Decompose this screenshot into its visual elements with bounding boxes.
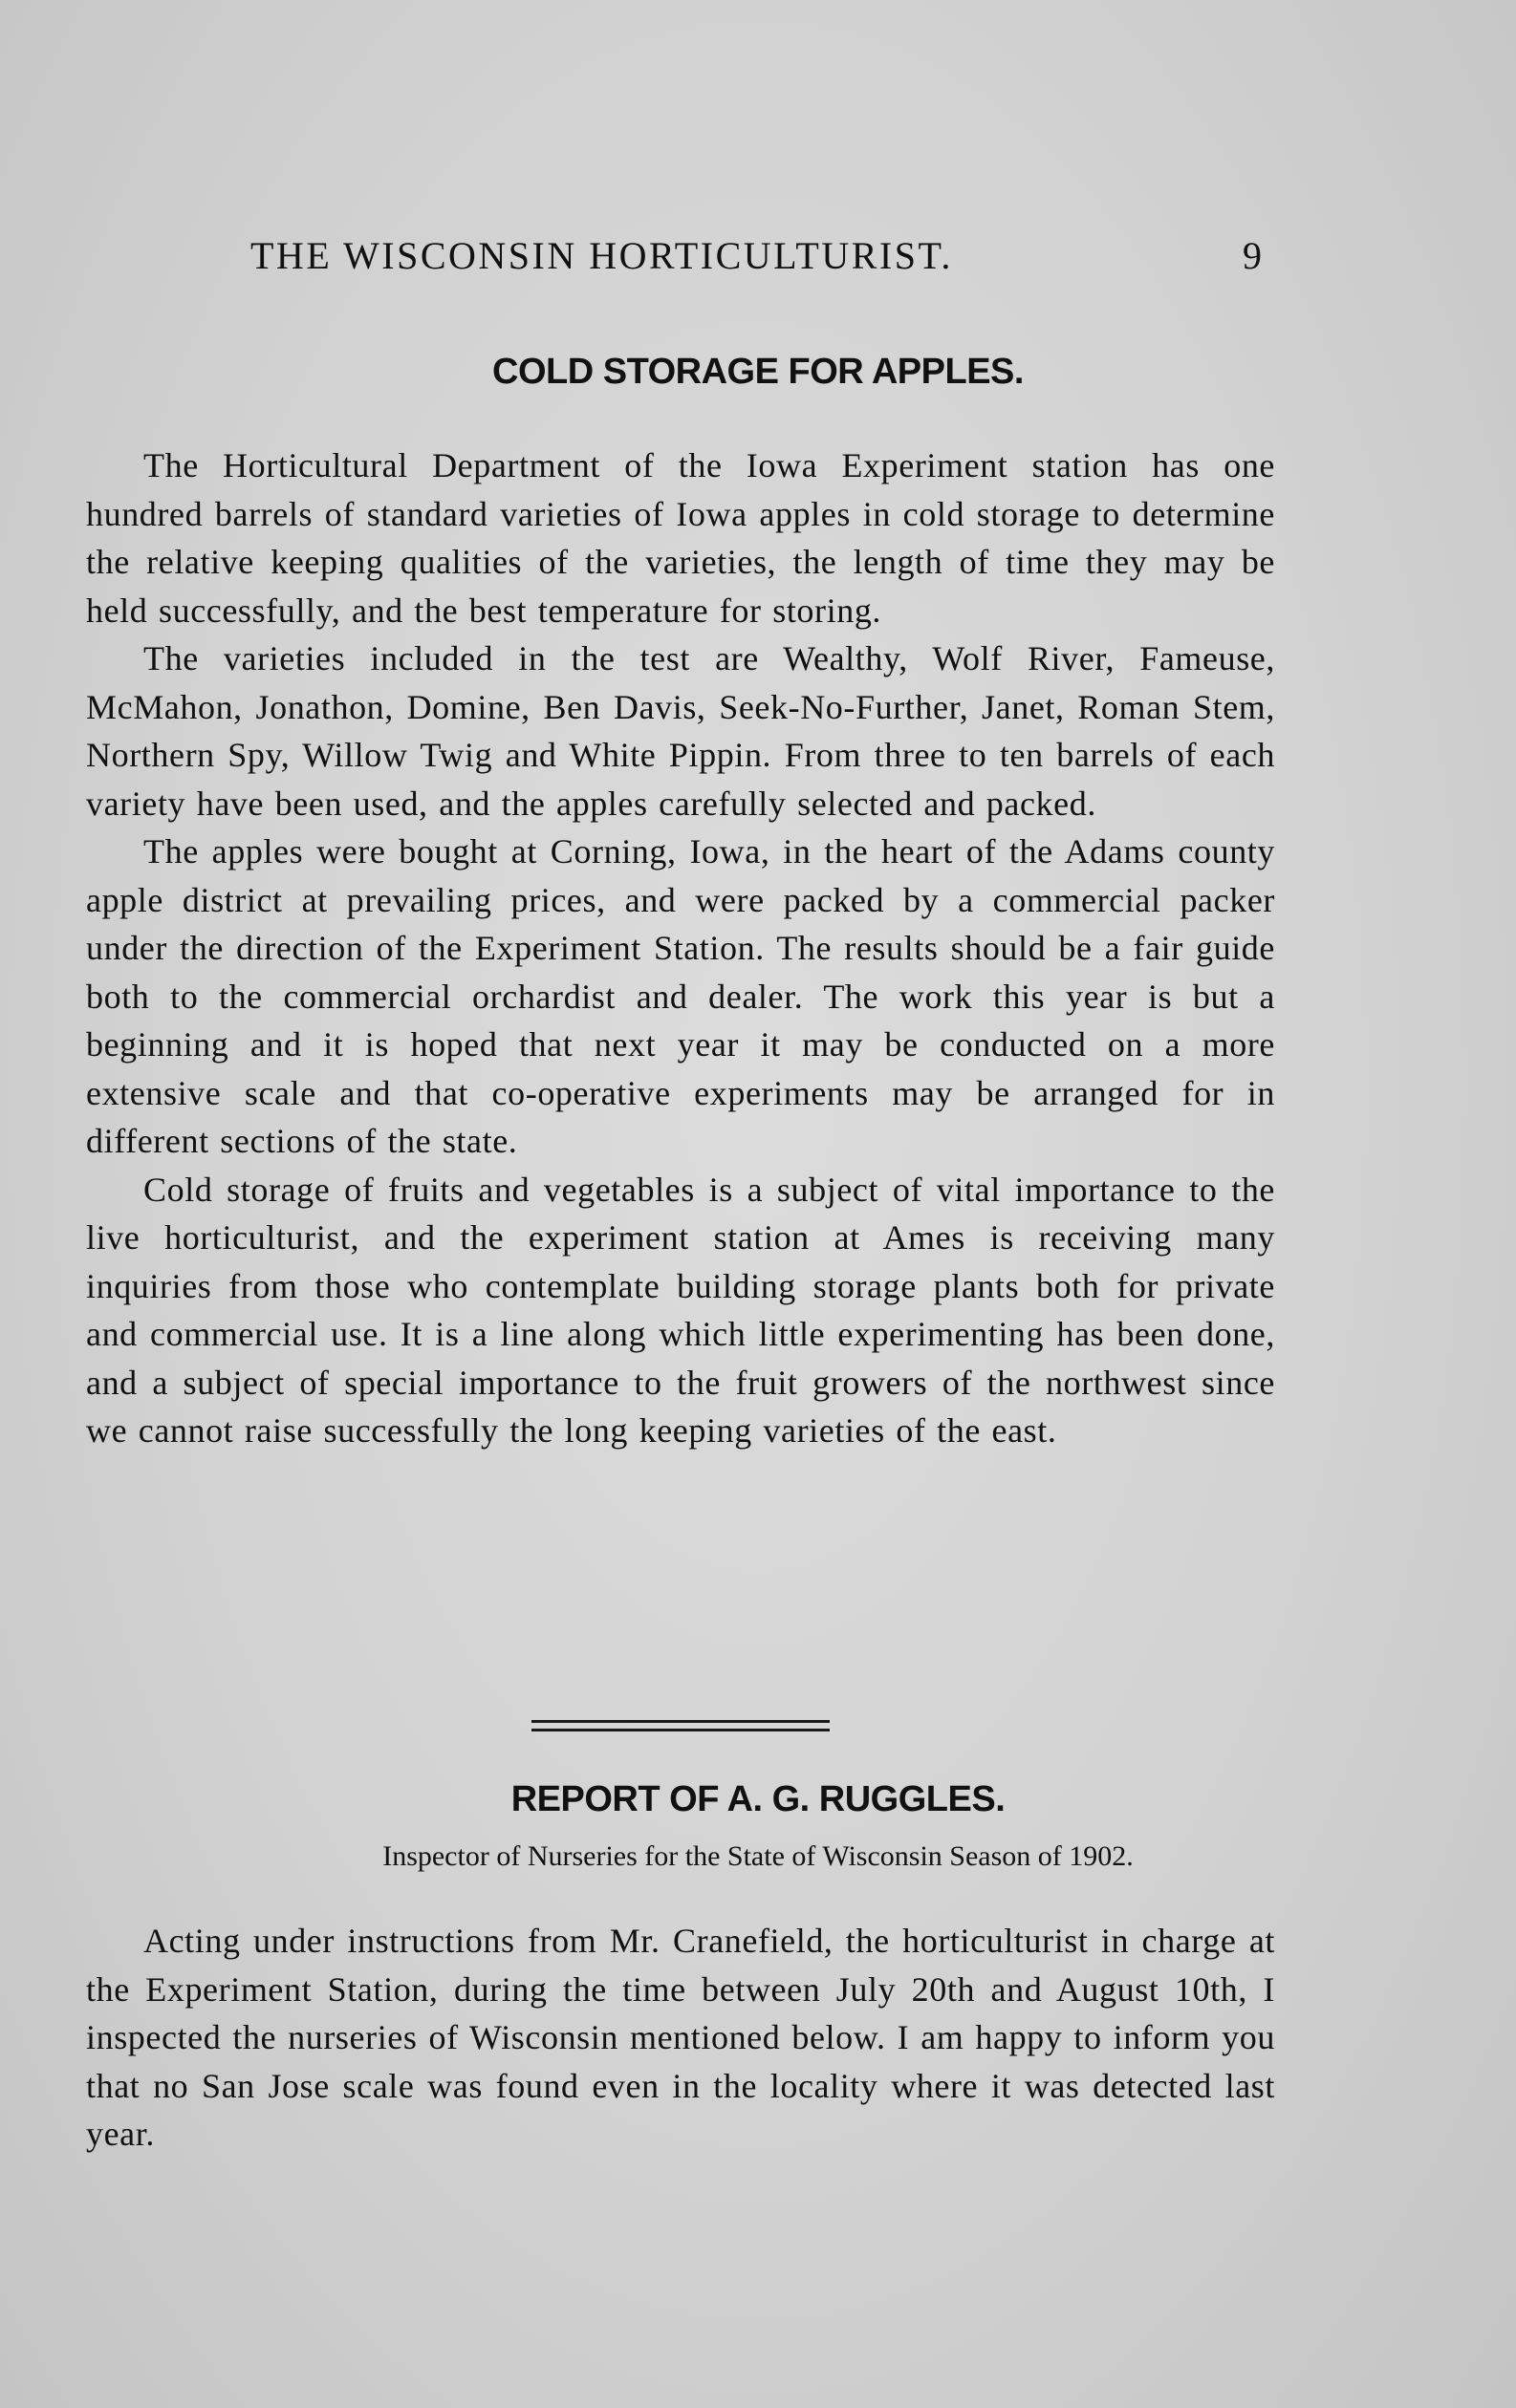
article-paragraph: The varieties included in the test are Wealthy, Wolf River, Fameuse, McMahon, Jonathon, Domine, Ben Davis, Seek-No-Further, Janet, Roman Stem, Northern Spy, Willow Twig and White Pippin. From three to ten barrels of each variety have been used, and the apples carefully selected and packed. xyxy=(86,639,1275,823)
article-paragraph: Cold storage of fruits and vegetables is a subject of vital importance to the live horticulturist, and the experiment station at Ames is receiving many inquiries from those who contemplate building storage plants both for private and commercial use. It is a line along which little experimenting has been done, and a subject of special importance to the fruit growers of the northwest since we cannot raise successfully the long keeping varieties of the east. xyxy=(86,1170,1275,1450)
article-paragraph: The Horticultural Department of the Iowa Experiment station has one hundred barrels of standard varieties of Iowa apples in cold storage to determine the relative keeping qualities of the varieties, the length of time they may be held successfully, and the best temperature for storing. xyxy=(86,446,1275,630)
report-subtitle: Inspector of Nurseries for the State of Wisconsin Season of 1902. xyxy=(382,1840,1134,1872)
article-title: COLD STORAGE FOR APPLES. xyxy=(492,352,1024,392)
running-title: THE WISCONSIN HORTICULTURIST. xyxy=(250,234,953,277)
running-head xyxy=(250,227,1262,285)
report-body xyxy=(86,1917,1275,2159)
article-paragraph: The apples were bought at Corning, Iowa, in the heart of the Adams county apple district at prevailing prices, and were packed by a commercial packer under the direction of the Experiment Station. The results should be a fair guide both to the commercial orchardist and dealer. The work this year is but a beginning and it is hoped that next year it may be conducted on a more extensive scale and that co-operative experiments may be arranged for in different sections of the state. xyxy=(86,832,1275,1160)
article-body xyxy=(86,441,1275,1455)
section-divider xyxy=(531,1720,830,1731)
report-title: REPORT OF A. G. RUGGLES. xyxy=(510,1779,1006,1819)
page-number: 9 xyxy=(1243,234,1262,277)
report-paragraph: Acting under instructions from Mr. Cranefield, the horticulturist in charge at the Experiment Station, during the time between July 20th and August 10th, I inspected the nurseries of Wisconsin mentioned below. I am happy to inform you that no San Jose scale was found even in the locality where it was detected last year. xyxy=(86,1922,1275,2153)
